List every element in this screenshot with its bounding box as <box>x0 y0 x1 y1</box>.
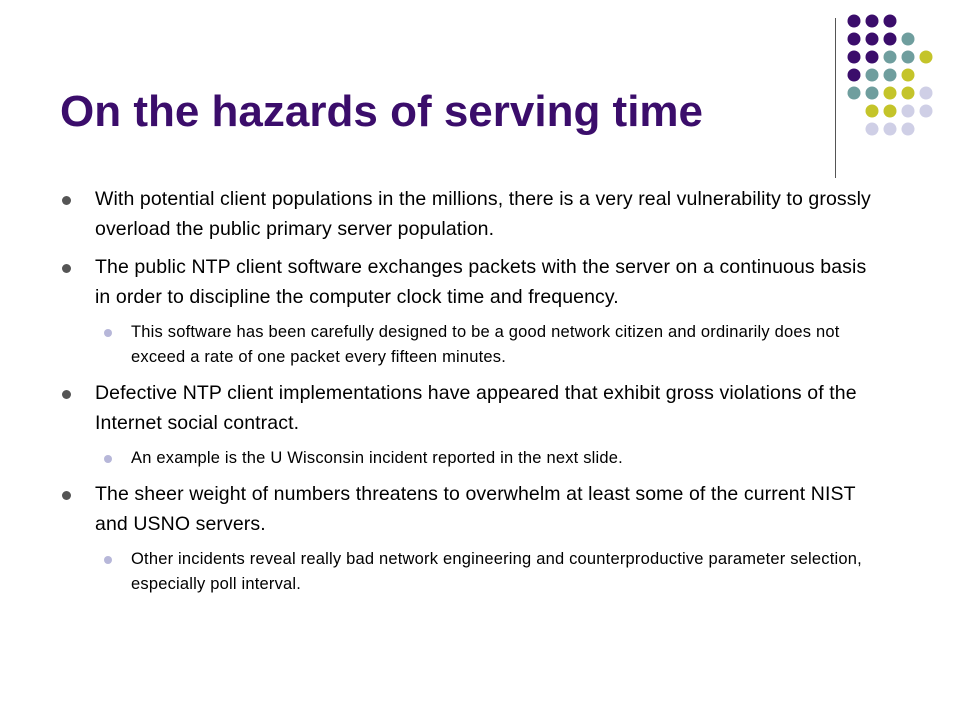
bullet-text: With potential client populations in the millions, there is a very real vulnerability to grossly overload the public primary server population. <box>95 188 871 240</box>
decor-dot <box>884 105 897 118</box>
decor-dot <box>902 33 915 46</box>
decor-dot <box>848 33 861 46</box>
sub-bullet-item <box>95 446 880 471</box>
bullet-item <box>60 479 880 597</box>
decor-dot <box>848 69 861 82</box>
decor-dot <box>902 51 915 64</box>
decor-dot <box>902 69 915 82</box>
decor-dot <box>884 51 897 64</box>
decor-dot <box>920 87 933 100</box>
decor-dot <box>902 87 915 100</box>
sub-bullet-list <box>95 320 880 370</box>
decor-dot <box>920 51 933 64</box>
decor-dot <box>920 105 933 118</box>
sub-bullet-icon <box>104 329 112 337</box>
decor-dot <box>884 15 897 28</box>
bullet-item <box>60 252 880 370</box>
bullet-icon <box>62 491 71 500</box>
sub-bullet-text: An example is the U Wisconsin incident reported in the next slide. <box>131 449 623 467</box>
decor-dot <box>866 69 879 82</box>
sub-bullet-icon <box>104 556 112 564</box>
bullet-icon <box>62 264 71 273</box>
decor-dot <box>866 33 879 46</box>
bullet-text: The public NTP client software exchanges packets with the server on a continuous basis in order to discipline the computer clock time and frequency. <box>95 256 867 308</box>
decor-dot <box>848 87 861 100</box>
decor-dot <box>866 123 879 136</box>
decor-dot <box>902 123 915 136</box>
dot-grid-icon <box>845 13 955 153</box>
decor-dot <box>866 51 879 64</box>
decor-dot <box>848 15 861 28</box>
slide-body <box>60 184 880 605</box>
decor-dot <box>866 87 879 100</box>
decor-dot <box>884 33 897 46</box>
sub-bullet-text: This software has been carefully designed to be a good network citizen and ordinarily does not exceed a rate of one packet every fifteen minutes. <box>131 323 840 366</box>
bullet-icon <box>62 390 71 399</box>
decor-dot <box>866 105 879 118</box>
sub-bullet-item <box>95 320 880 370</box>
bullet-list <box>60 184 880 597</box>
decor-dot <box>884 69 897 82</box>
decor-dot <box>884 87 897 100</box>
decor-dot <box>884 123 897 136</box>
bullet-item <box>60 378 880 471</box>
sub-bullet-list <box>95 547 880 597</box>
decorative-divider <box>835 18 836 178</box>
decor-dot <box>866 15 879 28</box>
decor-dot <box>848 51 861 64</box>
sub-bullet-text: Other incidents reveal really bad network engineering and counterproductive parameter selection, especially poll interval. <box>131 550 862 593</box>
bullet-icon <box>62 196 71 205</box>
sub-bullet-list <box>95 446 880 471</box>
bullet-text: Defective NTP client implementations have appeared that exhibit gross violations of the Internet social contract. <box>95 382 857 434</box>
sub-bullet-icon <box>104 455 112 463</box>
decor-dot <box>902 105 915 118</box>
bullet-item <box>60 184 880 244</box>
sub-bullet-item <box>95 547 880 597</box>
bullet-text: The sheer weight of numbers threatens to overwhelm at least some of the current NIST and USNO servers. <box>95 483 856 535</box>
slide-title: On the hazards of serving time <box>60 87 704 136</box>
